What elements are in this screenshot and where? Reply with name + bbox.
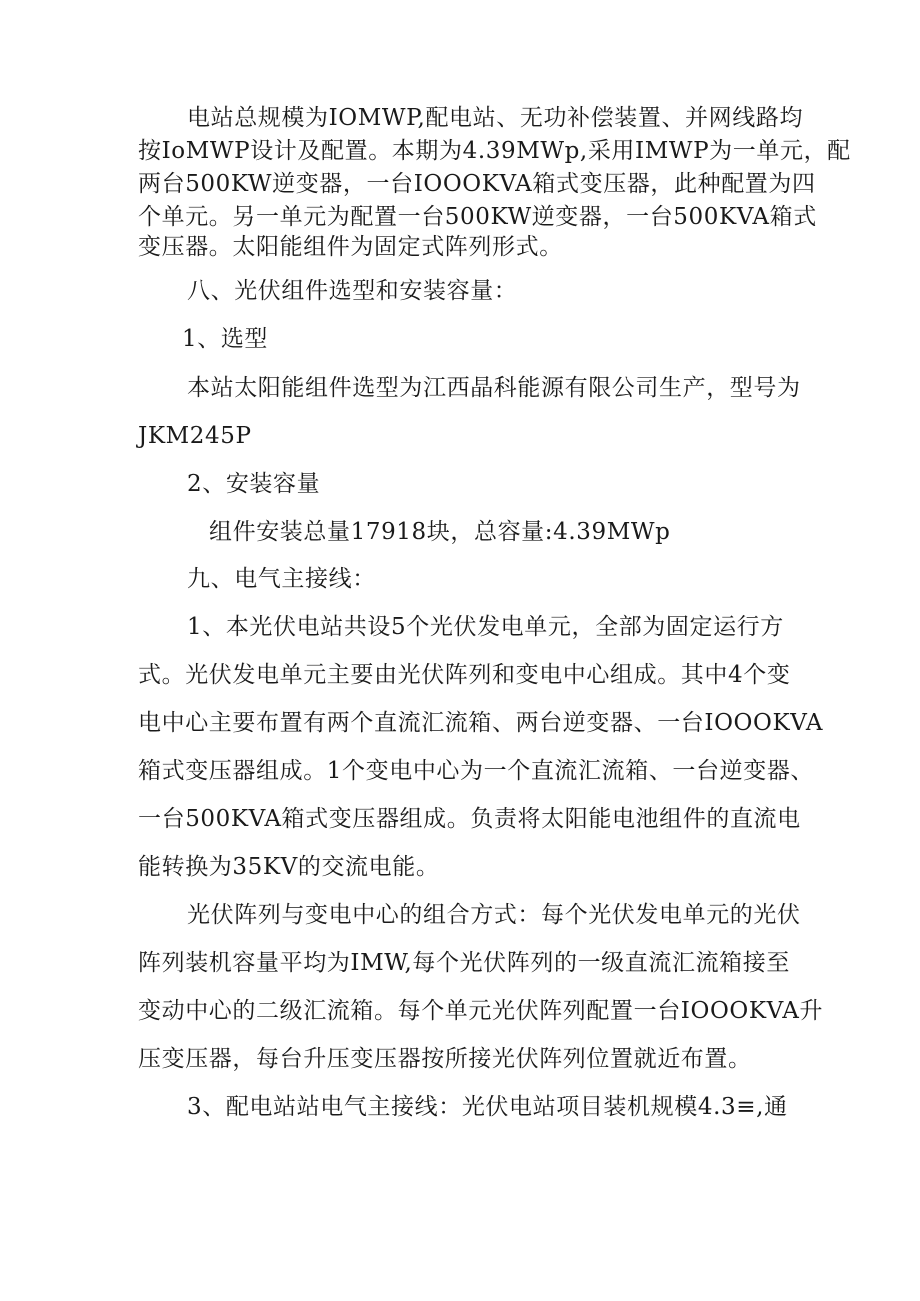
section-heading: 九、电气主接线： — [187, 566, 376, 592]
paragraph-line: 本站太阳能组件选型为江西晶科能源有限公司生产，型号为 — [187, 375, 801, 401]
paragraph-line: 箱式变压器组成。1个变电中心为一个直流汇流箱、一台逆变器、 — [138, 758, 815, 784]
subsection-heading: 2、安装容量 — [187, 471, 321, 497]
section-heading: 八、光伏组件选型和安装容量： — [187, 278, 518, 304]
paragraph-line: 变动中心的二级汇流箱。每个单元光伏阵列配置一台IOOOKVA升 — [138, 998, 824, 1024]
paragraph-line: 1、本光伏电站共设5个光伏发电单元，全部为固定运行方 — [187, 614, 784, 640]
paragraph-line: 光伏阵列与变电中心的组合方式：每个光伏发电单元的光伏 — [187, 902, 801, 928]
paragraph-line: 一台500KVA箱式变压器组成。负责将太阳能电池组件的直流电 — [138, 806, 801, 832]
paragraph-line: 组件安装总量17918块，总容量:4.39MWp — [209, 519, 671, 545]
paragraph-line: 电站总规模为IOMWP,配电站、无功补偿装置、并网线路均 — [187, 105, 804, 131]
paragraph-line: 两台500KW逆变器，一台IOOOKVA箱式变压器，此种配置为四 — [138, 171, 816, 197]
paragraph-line: 电中心主要布置有两个直流汇流箱、两台逆变器、一台IOOOKVA — [138, 710, 824, 736]
paragraph-line: 3、配电站站电气主接线：光伏电站项目装机规模4.3≡,通 — [187, 1094, 788, 1120]
paragraph-line: 个单元。另一单元为配置一台500KW逆变器，一台500KVA箱式 — [138, 204, 817, 230]
paragraph-line: 能转换为35KV的交流电能。 — [138, 854, 440, 880]
paragraph-line: JKM245P — [138, 423, 252, 449]
subsection-heading: 1、选型 — [182, 326, 269, 352]
paragraph-line: 式。光伏发电单元主要由光伏阵列和变电中心组成。其中4个变 — [138, 662, 791, 688]
paragraph-line: 阵列装机容量平均为IMW,每个光伏阵列的一级直流汇流箱接至 — [138, 950, 790, 976]
paragraph-line: 变压器。太阳能组件为固定式阵列形式。 — [138, 234, 563, 260]
paragraph-line: 按IoMWP设计及配置。本期为4.39MWp,采用IMWP为一单元，配 — [138, 138, 851, 164]
paragraph-line: 压变压器，每台升压变压器按所接光伏阵列位置就近布置。 — [138, 1046, 752, 1072]
